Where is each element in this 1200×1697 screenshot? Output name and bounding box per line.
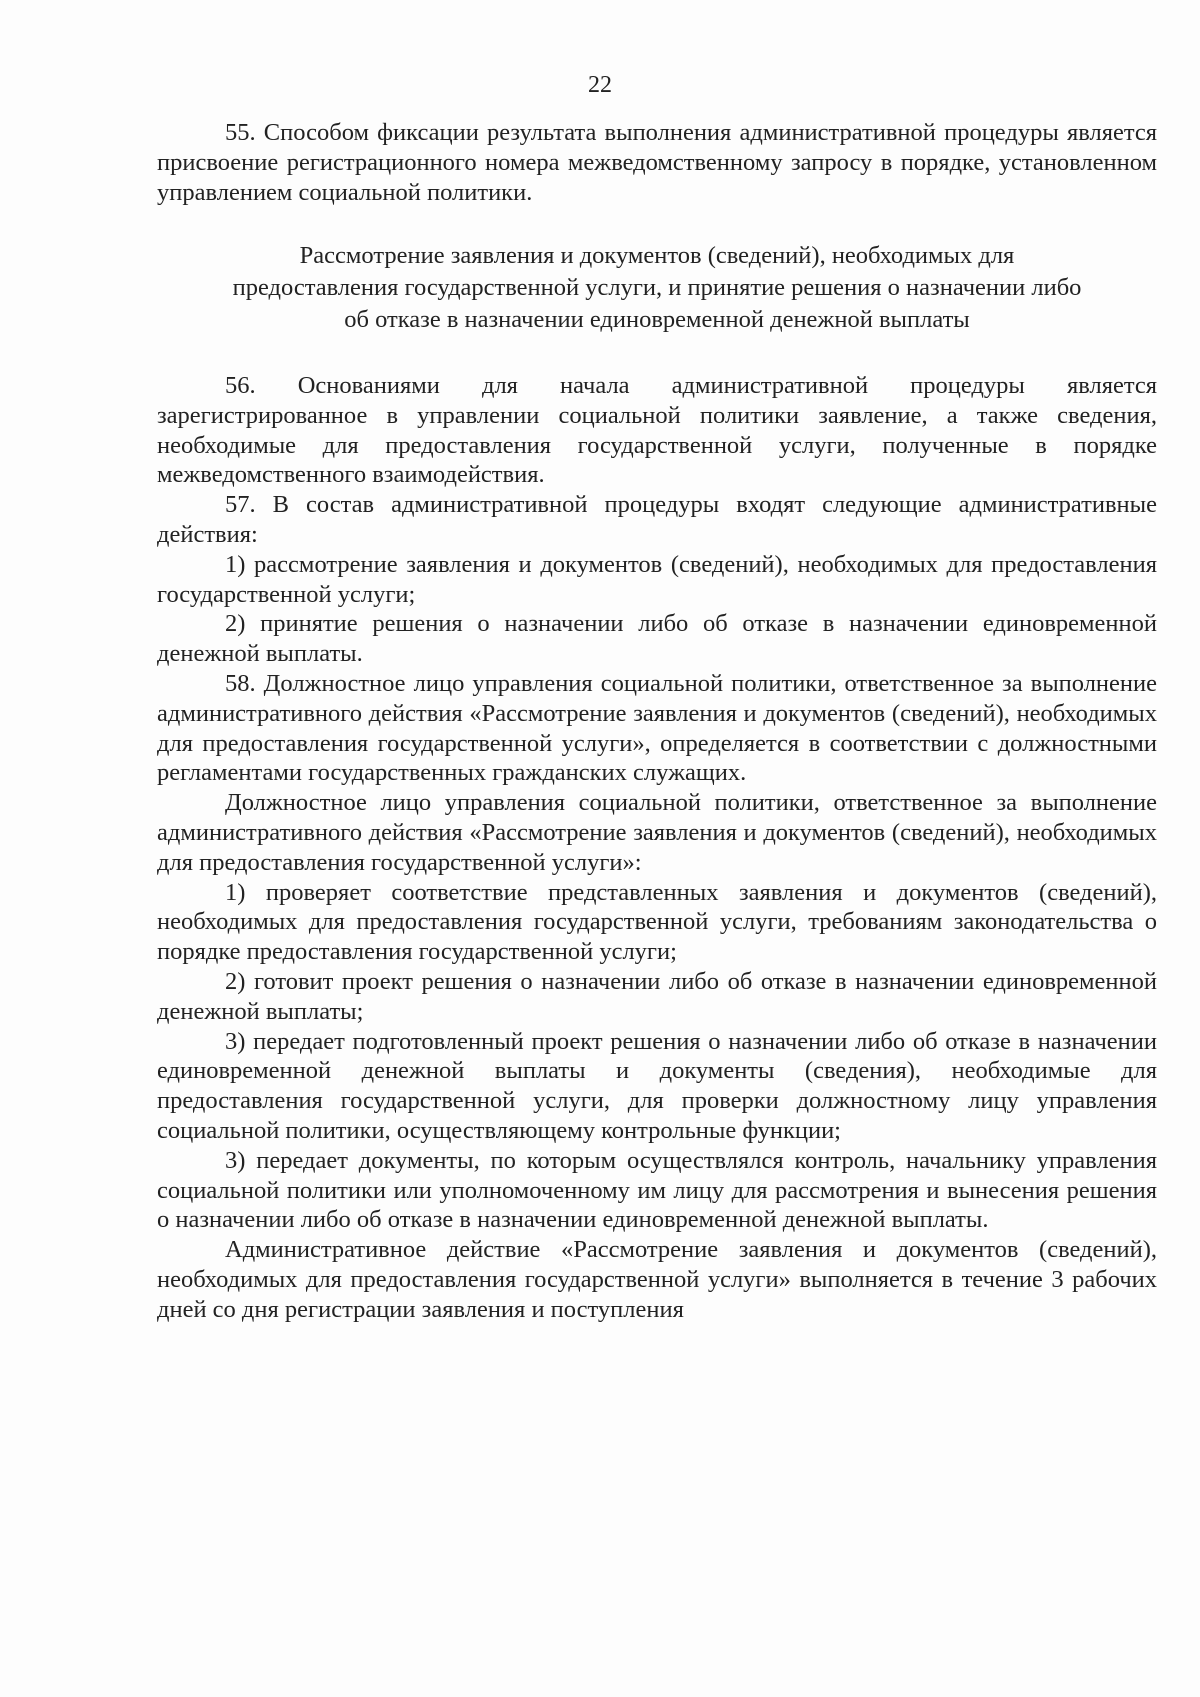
paragraph: 2) принятие решения о назначении либо об отказе в назначении единовременной денежной выплаты. xyxy=(157,610,1157,668)
paragraph: 2) готовит проект решения о назначении либо об отказе в назначении единовременной денежной выплаты; xyxy=(157,967,1157,1025)
heading-line: предоставления государственной услуги, и принятие решения о назначении либо xyxy=(232,274,1082,301)
paragraph: 56. Основаниями для начала административной процедуры является зарегистрированное в управлении социальной политики заявление, а также сведения, необходимые для предоставления государственной услуги, полученные в порядке межведомственного взаимодействия. xyxy=(157,372,1157,489)
heading-line: об отказе в назначении единовременной денежной выплаты xyxy=(344,306,970,333)
paragraph: Должностное лицо управления социальной политики, ответственное за выполнение административного действия «Рассмотрение заявления и документов (сведений), необходимых для предоставления государственной услуги»: xyxy=(157,789,1157,876)
paragraph: 57. В состав административной процедуры входят следующие административные действия: xyxy=(157,491,1157,548)
paragraph: 3) передает подготовленный проект решения о назначении либо об отказе в назначении единовременной денежной выплаты и документы (сведения), необходимые для предоставления государственной услуги, для проверки должностному лицу управления социальной политики, осуществляющему контрольные функции; xyxy=(157,1027,1157,1144)
section-heading xyxy=(157,240,1157,336)
page-number: 22 xyxy=(588,72,612,98)
heading-line: Рассмотрение заявления и документов (сведений), необходимых для xyxy=(299,242,1015,269)
main-text-block xyxy=(157,371,1157,1325)
paragraph: 1) проверяет соответствие представленных заявления и документов (сведений), необходимых для предоставления государственной услуги, требованиям законодательства о порядке предоставления государственной услуги; xyxy=(157,878,1157,966)
paragraph: 58. Должностное лицо управления социальной политики, ответственное за выполнение административного действия «Рассмотрение заявления и документов (сведений), необходимых для предоставления государственной услуги», определяется в соответствии с должностными регламентами государственных гражданских служащих. xyxy=(157,669,1157,787)
paragraph: 55. Способом фиксации результата выполнения административной процедуры является присвоение регистрационного номера межведомственному запросу в порядке, установленном управлением социальной политики. xyxy=(157,119,1157,206)
paragraph: 3) передает документы, по которым осуществлялся контроль, начальнику управления социальной политики или уполномоченному им лицу для рассмотрения и вынесения решения о назначении либо об отказе в назначении единовременной денежной выплаты. xyxy=(157,1146,1157,1234)
paragraph: Административное действие «Рассмотрение заявления и документов (сведений), необходимых для предоставления государственной услуги» выполняется в течение 3 рабочих дней со дня регистрации заявления и поступления xyxy=(157,1236,1157,1323)
paragraph: 1) рассмотрение заявления и документов (сведений), необходимых для предоставления государственной услуги; xyxy=(157,550,1157,608)
top-text-block xyxy=(157,118,1157,207)
